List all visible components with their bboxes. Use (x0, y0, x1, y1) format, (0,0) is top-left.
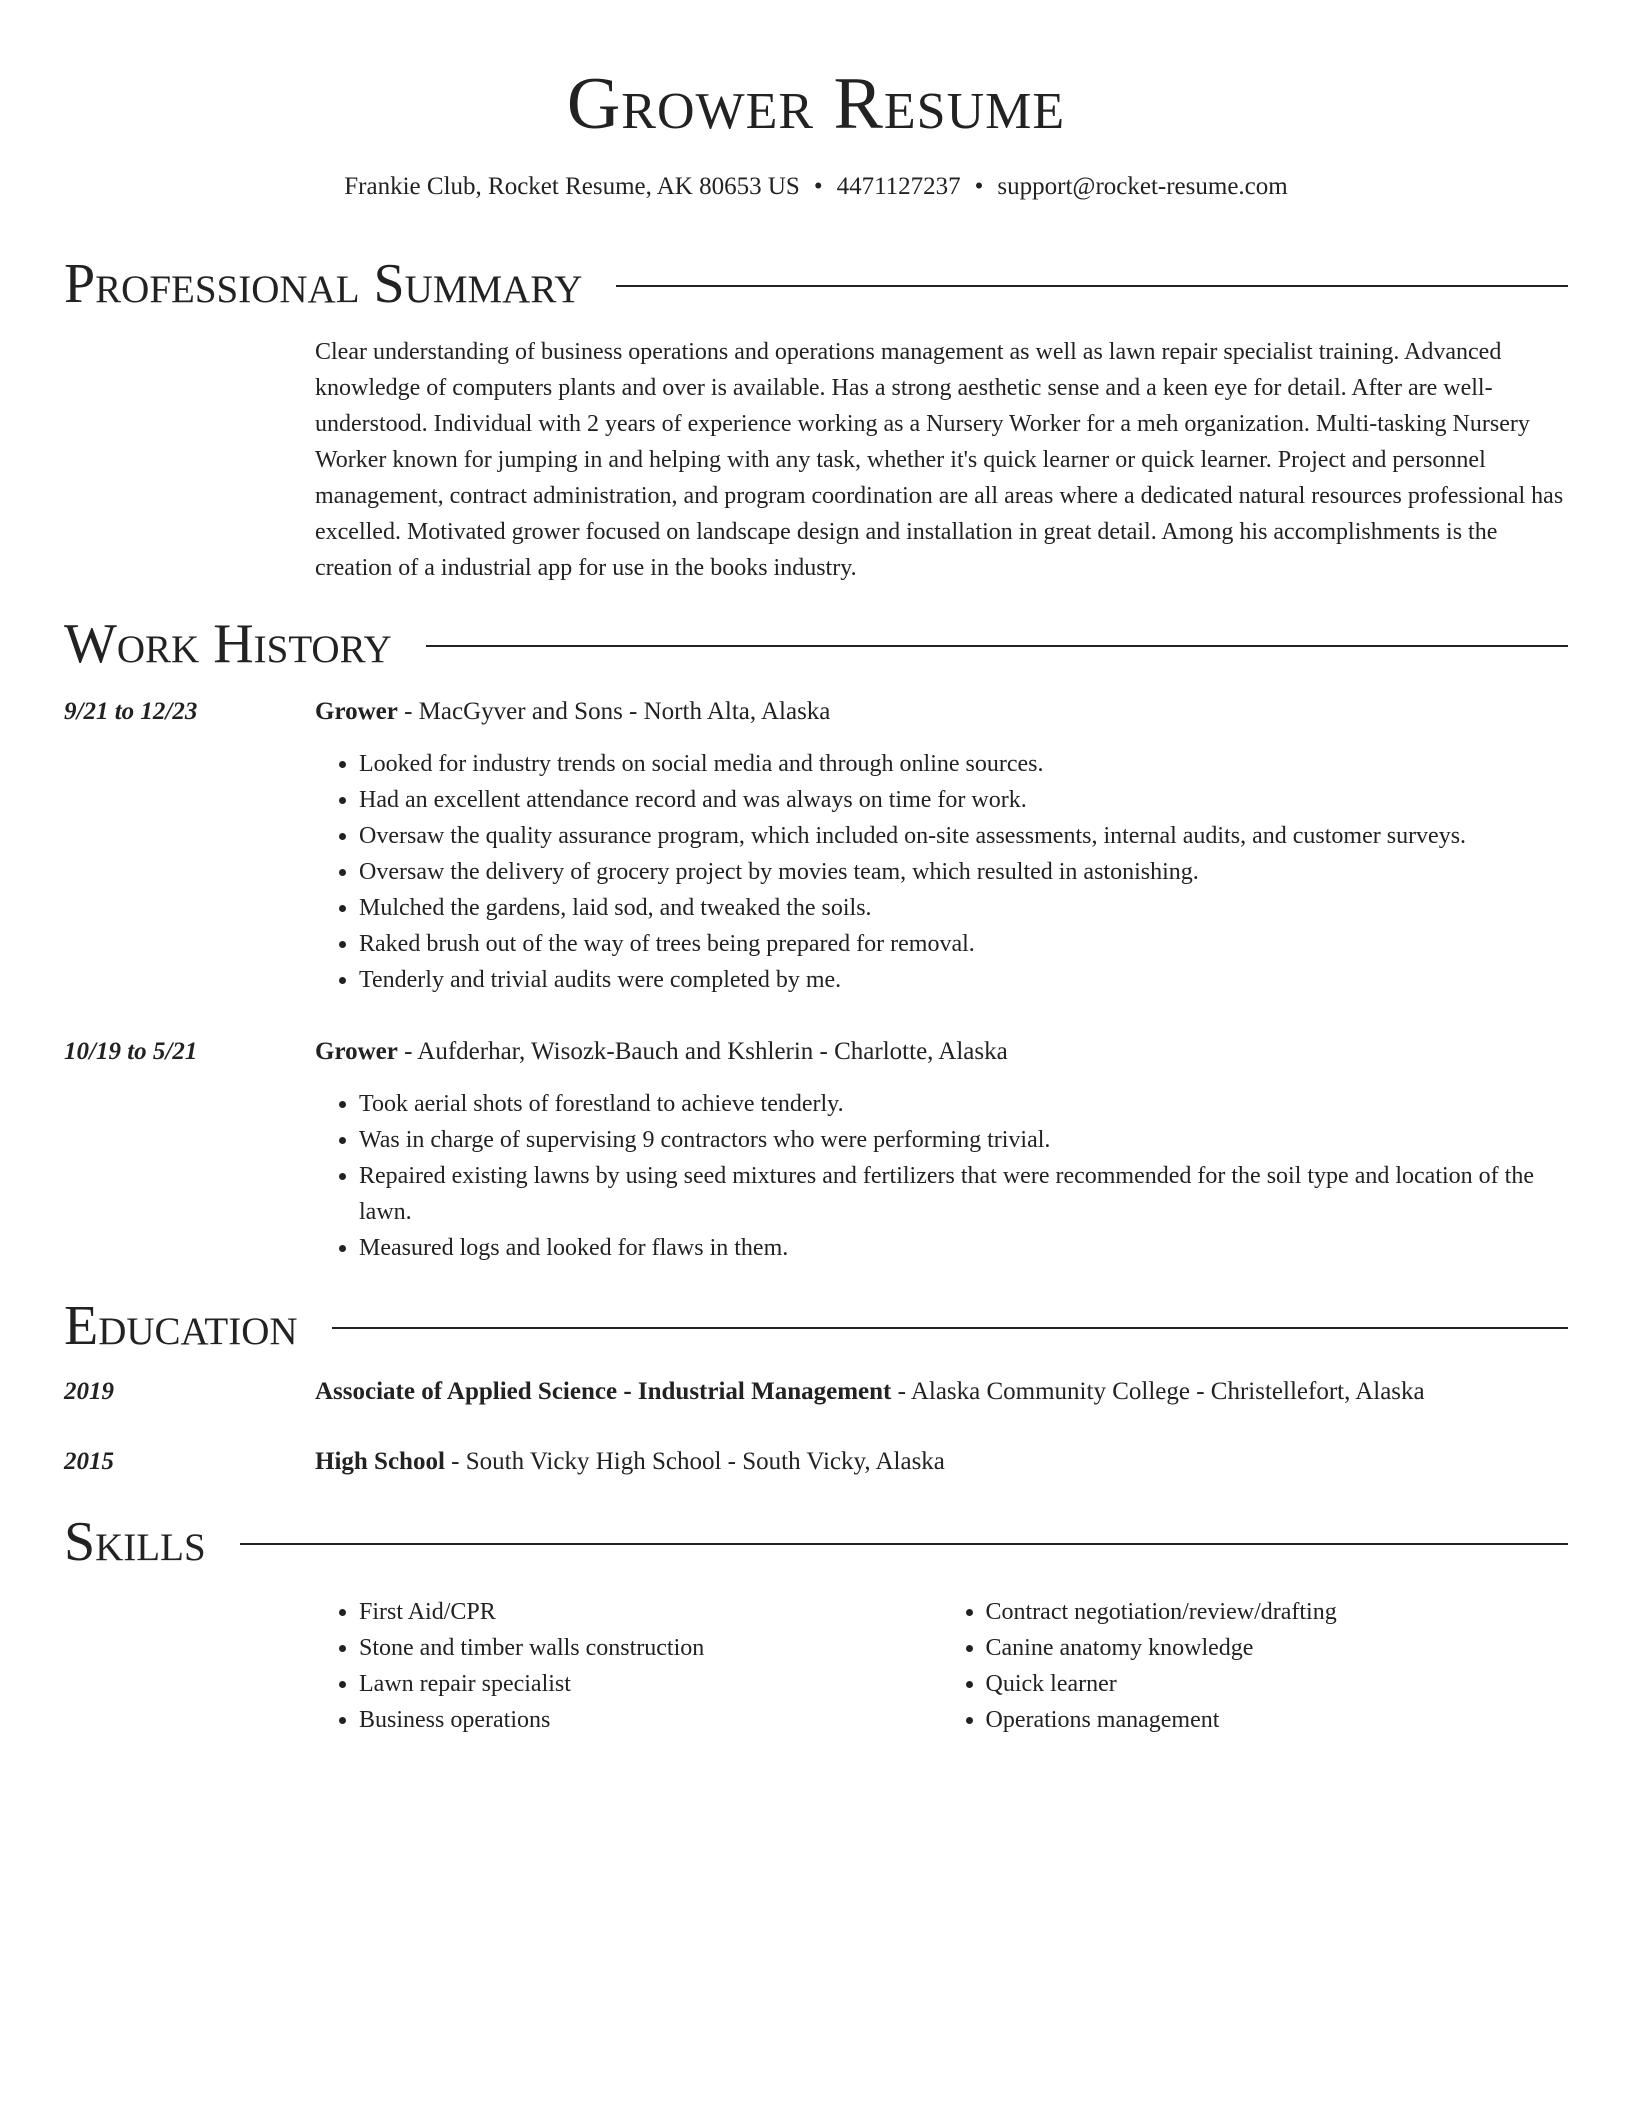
contact-separator: • (813, 173, 823, 200)
education-heading: Education (64, 1295, 298, 1357)
list-item: • Tenderly and trivial audits were completed by me. (359, 962, 1568, 998)
education-year: 2019 (64, 1378, 114, 1405)
job-dates: 9/21 to 12/23 (64, 698, 198, 725)
contact-email: support@rocket-resume.com (997, 173, 1288, 200)
list-item: • Raked brush out of the way of trees being prepared for removal. (359, 926, 1568, 962)
job-bullets (315, 1086, 1568, 1266)
list-item: • Repaired existing lawns by using seed mixtures and fertilizers that were recommended for the soil type and location of the lawn. (359, 1158, 1568, 1230)
list-item: • Mulched the gardens, laid sod, and tweaked the soils. (359, 890, 1568, 926)
education-entry (64, 1444, 1568, 1480)
list-item: • Had an excellent attendance record and was always on time for work. (359, 782, 1568, 818)
summary-section-header (64, 252, 1568, 316)
job-details: - Aufderhar, Wisozk-Bauch and Kshlerin - Charlotte, Alaska (397, 1038, 1008, 1065)
list-item: • Was in charge of supervising 9 contractors who were performing trivial. (359, 1122, 1568, 1158)
list-item: • Stone and timber walls construction (359, 1630, 942, 1666)
list-item: • Operations management (986, 1702, 1569, 1738)
job-dates: 10/19 to 5/21 (64, 1038, 198, 1065)
list-item: • Lawn repair specialist (359, 1666, 942, 1702)
summary-text: Clear understanding of business operations and operations management as well as lawn repair specialist training. Advanced knowledge of computers plants and over is available. Has a strong aesthetic sense and a keen eye for detail. After are well-understood. Individual with 2 years of experience working as a Nursery Worker for a meh organization. Multi-tasking Nursery Worker known for jumping in and helping with any task, whether it's quick learner or quick learner. Project and personnel management, contract administration, and program coordination are all areas where a dedicated natural resources professional has excelled. Motivated grower focused on landscape design and installation in great detail. Among his accomplishments is the creation of a industrial app for use in the books industry. (315, 339, 1564, 581)
summary-heading: Professional Summary (64, 253, 583, 315)
work-heading: Work History (64, 613, 392, 675)
education-details: - Alaska Community College - Christellefort, Alaska (891, 1378, 1425, 1405)
resume-title: Grower Resume (566, 63, 1066, 145)
section-divider (616, 285, 1568, 287)
list-item: • Canine anatomy knowledge (986, 1630, 1569, 1666)
education-degree: Associate of Applied Science - Industrial Management (315, 1378, 892, 1405)
job-heading (315, 694, 1568, 730)
list-item: • Oversaw the quality assurance program, which included on-site assessments, internal audits, and customer surveys. (359, 818, 1568, 854)
contact-address: Frankie Club, Rocket Resume, AK 80653 US (344, 173, 800, 200)
list-item: • Quick learner (986, 1666, 1569, 1702)
summary-section (64, 334, 1568, 586)
list-item: • Measured logs and looked for flaws in them. (359, 1230, 1568, 1266)
list-item: • Business operations (359, 1702, 942, 1738)
skills-list-right (942, 1594, 1569, 1738)
job-bullets (315, 746, 1568, 998)
job-title: Grower (315, 1038, 398, 1065)
contact-separator: • (974, 173, 984, 200)
job-title: Grower (315, 698, 398, 725)
section-divider (332, 1327, 1568, 1329)
skills-list-left (315, 1594, 942, 1738)
skills-heading: Skills (64, 1511, 206, 1573)
section-divider (240, 1543, 1568, 1545)
contact-line (64, 170, 1568, 204)
contact-phone: 4471127237 (836, 173, 961, 200)
list-item: • Oversaw the delivery of grocery project by movies team, which resulted in astonishing. (359, 854, 1568, 890)
job-heading (315, 1034, 1568, 1070)
list-item: • First Aid/CPR (359, 1594, 942, 1630)
list-item: • Took aerial shots of forestland to achieve tenderly. (359, 1086, 1568, 1122)
education-year: 2015 (64, 1448, 114, 1475)
job-details: - MacGyver and Sons - North Alta, Alaska (397, 698, 831, 725)
job-entry (64, 694, 1568, 998)
skills-spacer (64, 1594, 315, 1738)
summary-spacer (64, 334, 315, 586)
education-degree: High School (315, 1448, 445, 1475)
job-entry (64, 1034, 1568, 1266)
skills-section-header (64, 1510, 1568, 1574)
education-entry (64, 1374, 1568, 1410)
skills-columns (315, 1594, 1568, 1738)
education-section-header (64, 1294, 1568, 1358)
skills-section (64, 1594, 1568, 1738)
list-item: • Contract negotiation/review/drafting (986, 1594, 1569, 1630)
section-divider (426, 645, 1568, 647)
work-section-header (64, 612, 1568, 676)
education-details: - South Vicky High School - South Vicky, Alaska (444, 1448, 945, 1475)
list-item: • Looked for industry trends on social media and through online sources. (359, 746, 1568, 782)
